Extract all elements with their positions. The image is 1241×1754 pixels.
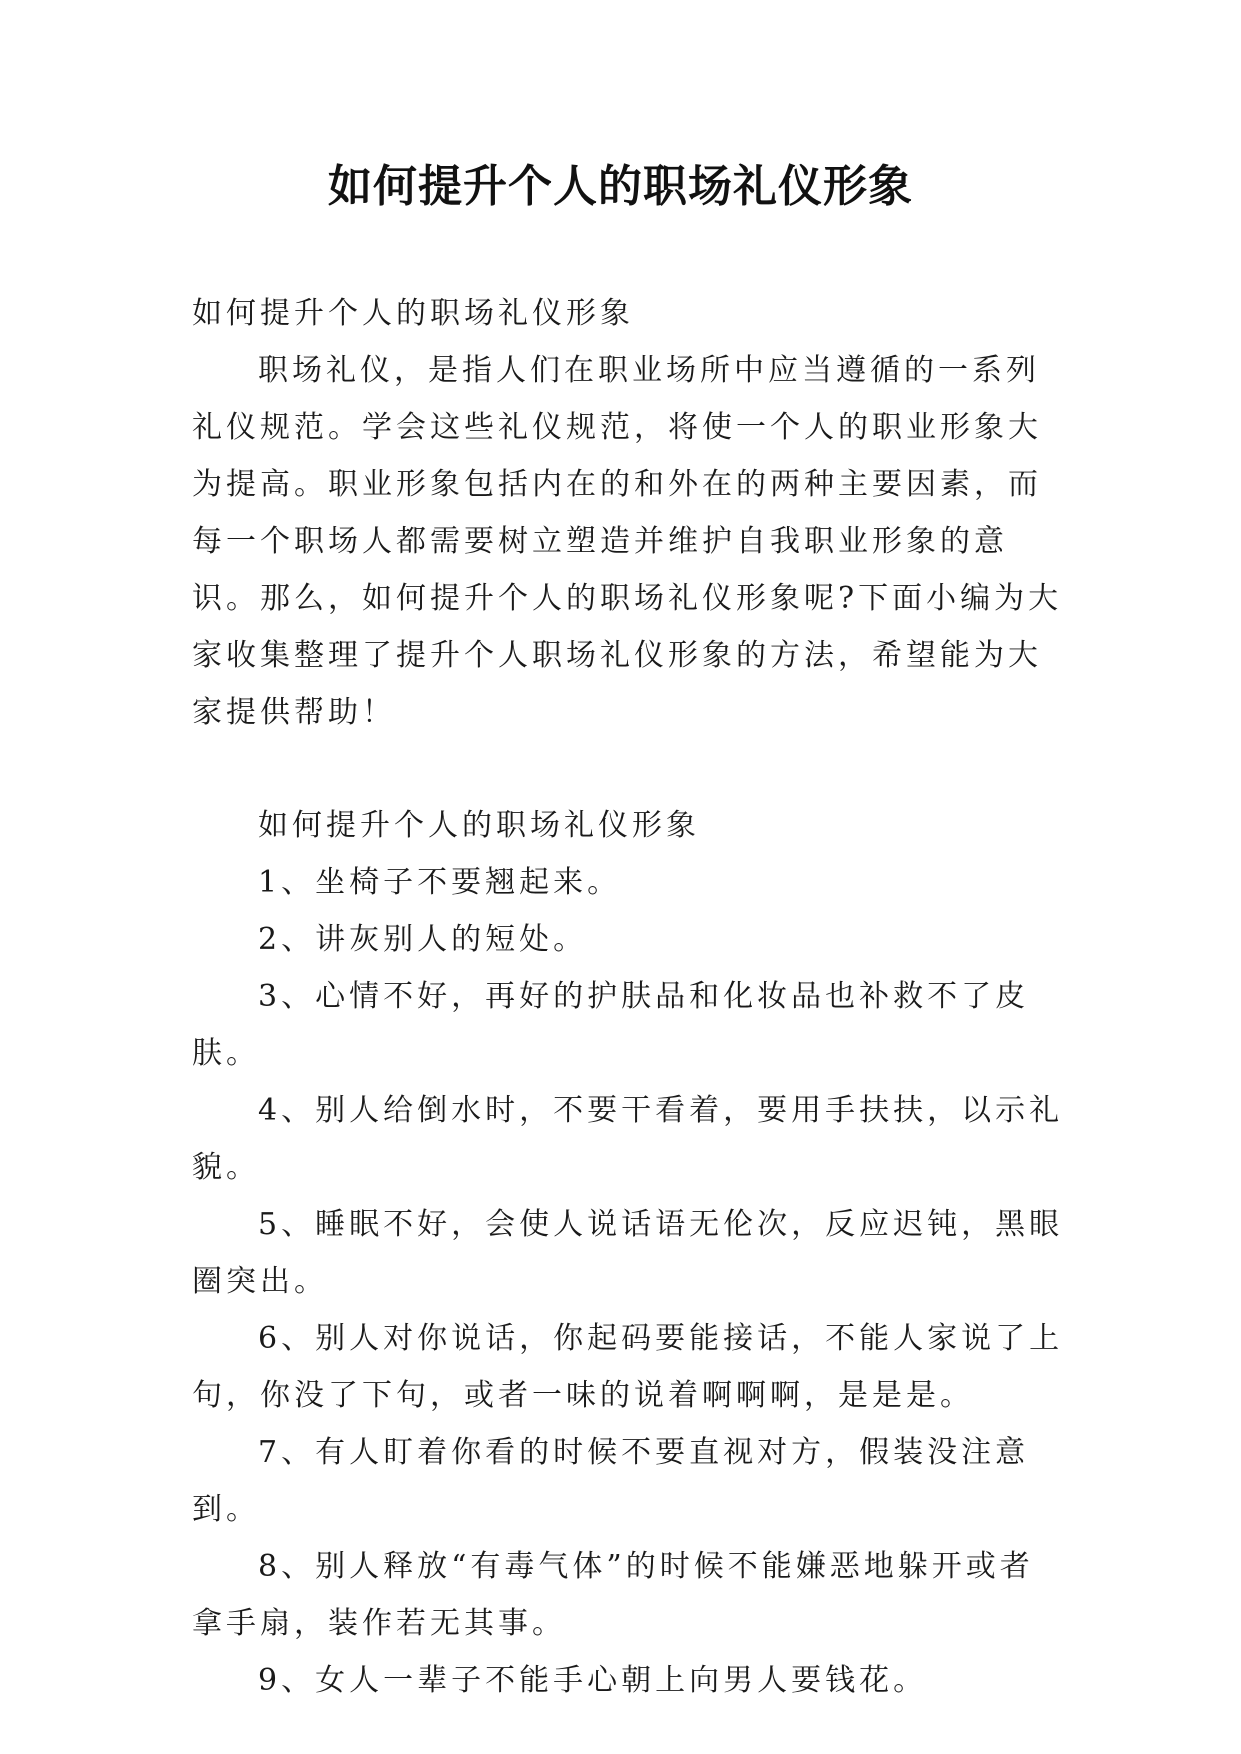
intro-paragraph: 职场礼仪，是指人们在职业场所中应当遵循的一系列礼仪规范。学会这些礼仪规范，将使一个人的职业形象大为提高。职业形象包括内在的和外在的两种主要因素，而每一个职场人都需要树立塑造并维护自我职业形象的意识。那么，如何提升个人的职场礼仪形象呢?下面小编为大家收集整理了提升个人职场礼仪形象的方法，希望能为大家提供帮助！ [192,353,1063,730]
list-item: 8、别人释放“有毒气体”的时候不能嫌恶地躲开或者拿手扇，装作若无其事。 [192,1549,1034,1641]
list-item: 5、睡眠不好，会使人说话语无伦次，反应迟钝，黑眼圈突出。 [192,1207,1064,1299]
list-item: 4、别人给倒水时，不要干看着，要用手扶扶，以示礼貌。 [192,1093,1064,1185]
list-item: 9、女人一辈子不能手心朝上向男人要钱花。 [258,1663,928,1698]
list-item: 3、心情不好，再好的护肤品和化妆品也补救不了皮肤。 [192,979,1030,1071]
list-item: 1、坐椅子不要翘起来。 [258,865,622,900]
section-heading: 如何提升个人的职场礼仪形象 [258,808,700,843]
document-body [192,285,1064,1709]
list-item: 6、别人对你说话，你起码要能接话，不能人家说了上句，你没了下句，或者一味的说着啊啊啊，是是是。 [192,1321,1064,1413]
list-item: 2、讲灰别人的短处。 [258,922,588,957]
document-title: 如何提升个人的职场礼仪形象 [328,161,913,212]
subtitle: 如何提升个人的职场礼仪形象 [192,296,634,331]
paragraph-gap [192,741,1064,797]
list-item: 7、有人盯着你看的时候不要直视对方，假装没注意到。 [192,1435,1030,1527]
